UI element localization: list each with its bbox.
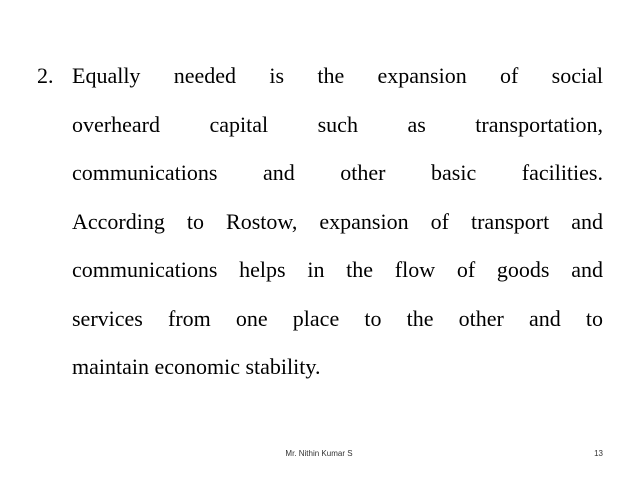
text-line: maintain economic stability. (72, 354, 321, 379)
text-line: communications helps in the flow of goods and (72, 257, 603, 282)
text-line: communications and other basic facilities. (72, 160, 603, 185)
text-line: services from one place to the other and to (72, 305, 603, 331)
list-item-number: 2. (37, 63, 54, 88)
list-item (37, 52, 603, 392)
text-line: Equally needed is the expansion of social (72, 63, 603, 88)
page-number: 13 (594, 449, 603, 458)
text-line: overheard capital such as transportation, (72, 111, 603, 137)
text-line: According to Rostow, expansion of transport and (72, 208, 603, 234)
list-item-text (72, 52, 603, 392)
numbered-list (37, 52, 603, 392)
footer-author: Mr. Nithin Kumar S (285, 449, 353, 458)
